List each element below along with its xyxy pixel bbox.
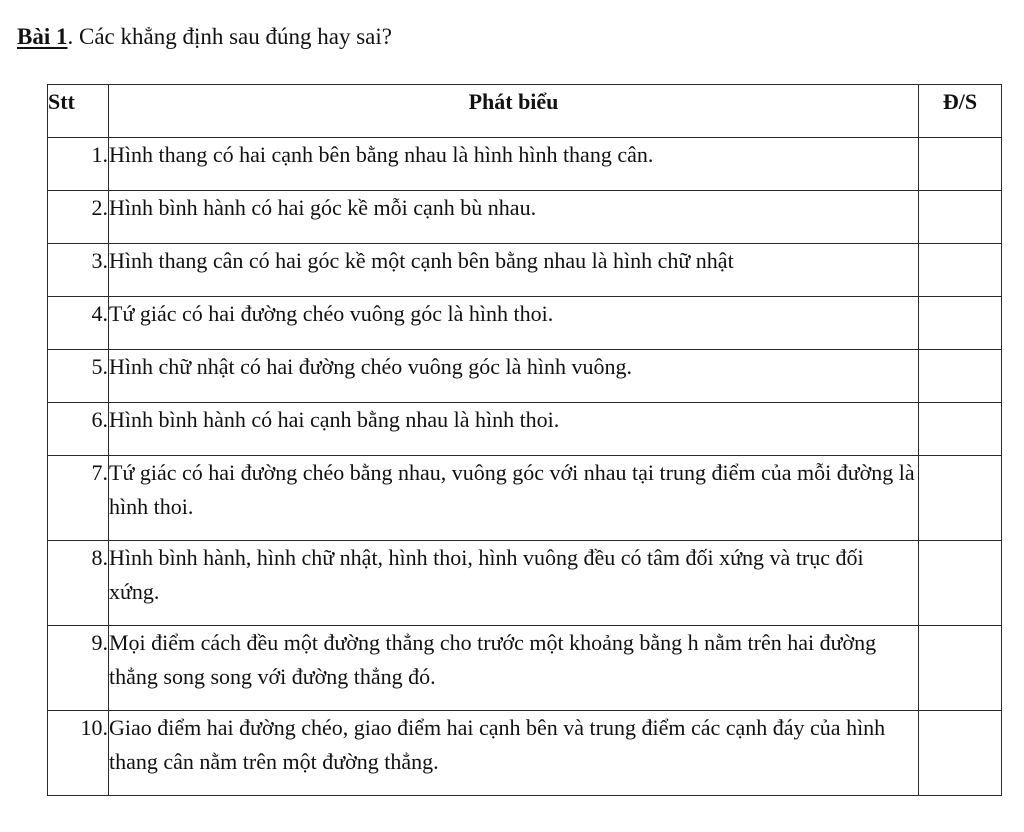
exercise-question: . Các khẳng định sau đúng hay sai? [67,24,392,49]
answer-cell[interactable] [919,191,1002,244]
row-statement: Tứ giác có hai đường chéo vuông góc là hình thoi. [109,297,919,350]
answer-cell[interactable] [919,350,1002,403]
row-number: 9. [48,626,109,711]
statements-table [47,84,1002,796]
answer-cell[interactable] [919,711,1002,796]
row-number: 8. [48,541,109,626]
answer-cell[interactable] [919,244,1002,297]
table-row [48,138,1002,191]
header-statement: Phát biểu [109,85,919,138]
table-row [48,350,1002,403]
row-statement: Giao điểm hai đường chéo, giao điểm hai cạnh bên và trung điểm các cạnh đáy của hình thang cân nằm trên một đường thẳng. [109,711,919,796]
table-row [48,403,1002,456]
row-number: 1. [48,138,109,191]
table-row [48,711,1002,796]
exercise-label: Bài 1 [17,24,68,49]
row-number: 6. [48,403,109,456]
row-number: 5. [48,350,109,403]
header-stt: Stt [48,85,109,138]
row-statement: Mọi điểm cách đều một đường thẳng cho trước một khoảng bằng h nằm trên hai đường thẳng song song với đường thẳng đó. [109,626,919,711]
row-number: 4. [48,297,109,350]
row-statement: Tứ giác có hai đường chéo bằng nhau, vuông góc với nhau tại trung điểm của mỗi đường là hình thoi. [109,456,919,541]
answer-cell[interactable] [919,541,1002,626]
table-row [48,191,1002,244]
header-answer: Đ/S [919,85,1002,138]
row-statement: Hình thang có hai cạnh bên bằng nhau là hình hình thang cân. [109,138,919,191]
row-number: 2. [48,191,109,244]
answer-cell[interactable] [919,138,1002,191]
row-statement: Hình thang cân có hai góc kề một cạnh bên bằng nhau là hình chữ nhật [109,244,919,297]
answer-cell[interactable] [919,297,1002,350]
table-row [48,297,1002,350]
row-statement: Hình bình hành có hai cạnh bằng nhau là hình thoi. [109,403,919,456]
table-row [48,541,1002,626]
answer-cell[interactable] [919,456,1002,541]
answer-cell[interactable] [919,403,1002,456]
answer-cell[interactable] [919,626,1002,711]
row-statement: Hình chữ nhật có hai đường chéo vuông góc là hình vuông. [109,350,919,403]
table-header-row [48,85,1002,138]
table-row [48,456,1002,541]
table-row [48,626,1002,711]
row-number: 10. [48,711,109,796]
row-statement: Hình bình hành có hai góc kề mỗi cạnh bù nhau. [109,191,919,244]
table-row [48,244,1002,297]
row-number: 7. [48,456,109,541]
row-number: 3. [48,244,109,297]
exercise-title [17,20,392,54]
row-statement: Hình bình hành, hình chữ nhật, hình thoi, hình vuông đều có tâm đối xứng và trục đối xứng. [109,541,919,626]
